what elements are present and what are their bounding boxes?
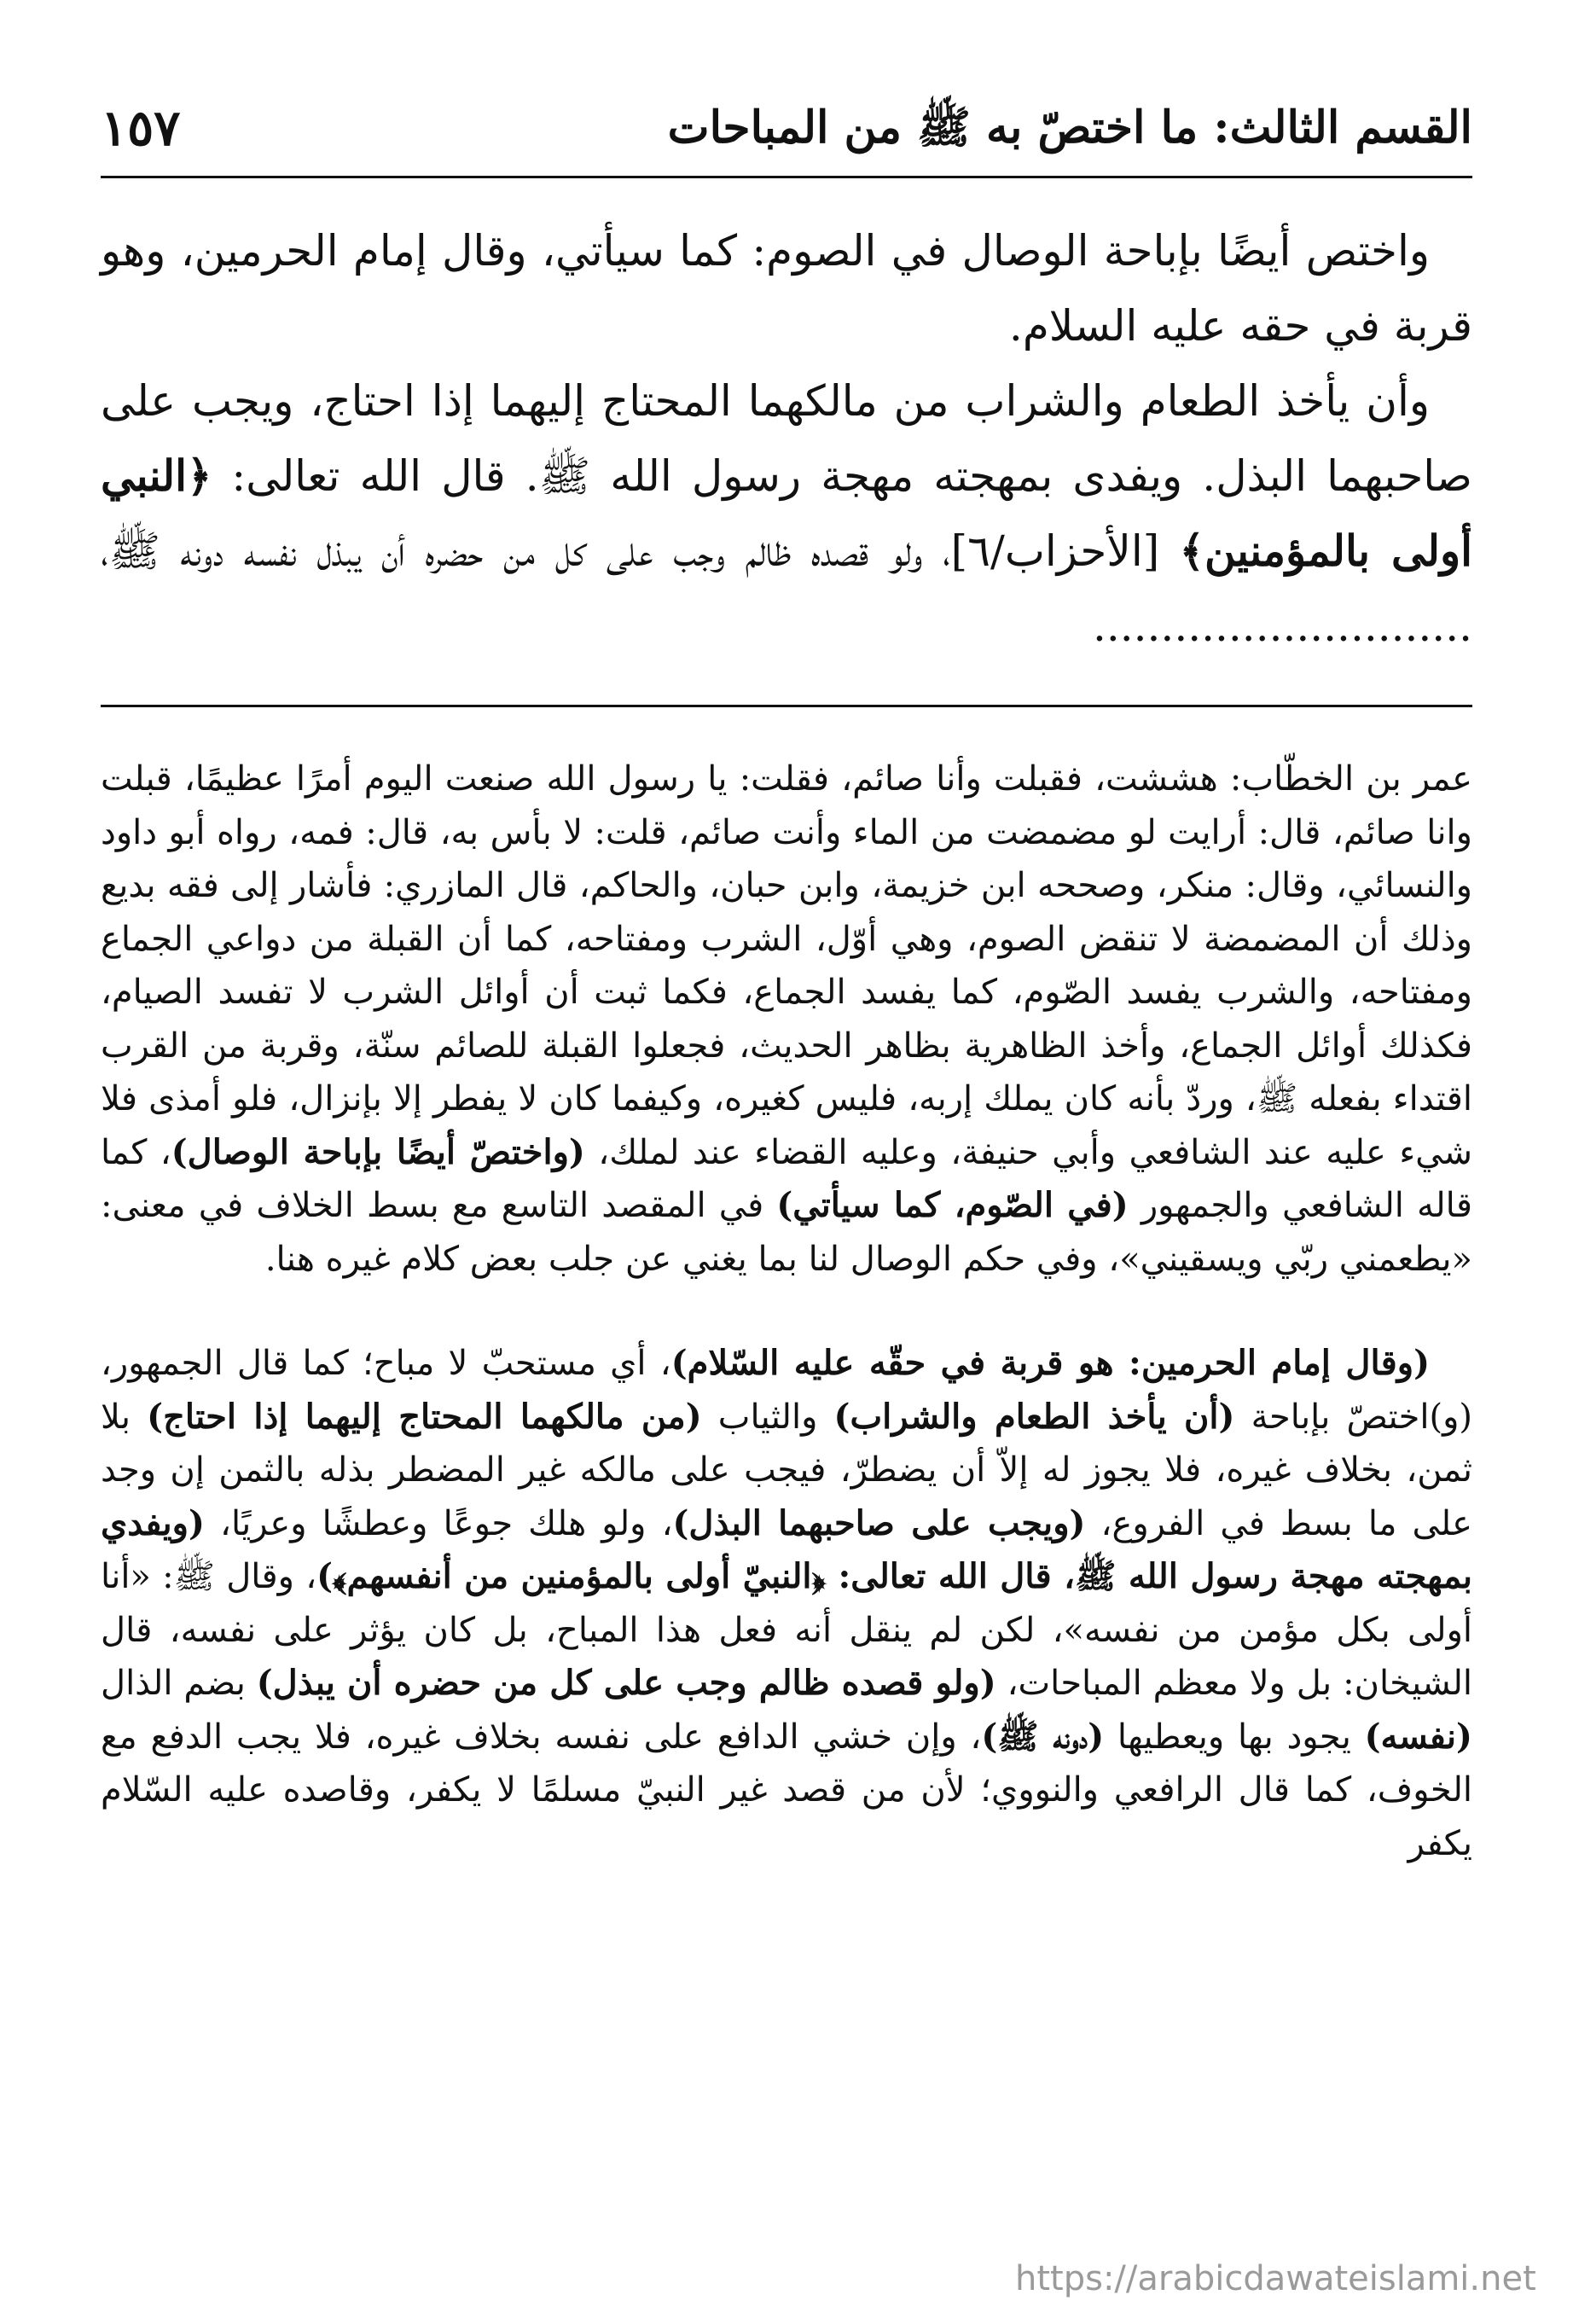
page-header [101,94,1472,175]
commentary-paragraph: (وقال إمام الحرمين: هو قربة في حقّه عليه السّلام)، أي مستحبّ لا مباح؛ كما قال الجمهور، (و)اختصّ بإباحة (أن يأخذ الطعام والشراب) والثياب (من مالكهما المحتاج إليهما إذا احتاج) بلا ثمن، بخلاف غيره، فلا يجوز له إلاّ أن يضطرّ، فيجب على مالكه غير المضطر بذله بالثمن إن وجد على ما بسط في الفروع، (ويجب على صاحبهما البذل)، ولو هلك جوعًا وعطشًا وعريًا، (ويفدي بمهجته مهجة رسول الله ﷺ، قال الله تعالى: ﴿النبيّ أولى بالمؤمنين من أنفسهم﴾)، وقال ﷺ: «أنا أولى بكل مؤمن من نفسه»، لكن لم ينقل أنه فعل هذا المباح، بل كان يؤثر على نفسه، قال الشيخان: بل ولا معظم المباحات، (ولو قصده ظالم وجب على كل من حضره أن يبذل) بضم الذال (نفسه) يجود بها ويعطيها (دونه ﷺ)، وإن خشي الدافع على نفسه بخلاف غيره، فلا يجب الدفع مع الخوف، كما قال الرافعي والنووي؛ لأن من قصد غير النبيّ مسلمًا لا يكفر، وقاصده عليه السّلام يكفر [101,1343,1473,1863]
quoted-matn: (في الصّوم، كما سيأتي) [776,1185,1129,1225]
main-paragraph: وأن يأخذ الطعام والشراب من مالكهما المحتاج إليهما إذا احتاج، ويجب على صاحبهما البذل. ويفدى بمهجته مهجة رسول الله ﷺ. قال الله تعالى: ﴿النبي أولى بالمؤمنين﴾ [الأحزاب/٦]، ولو قصده ظالم وجب على كل من حضره أن يبذل نفسه دونه ﷺ، ............................ [101,376,1472,651]
quoted-matn: (وقال إمام الحرمين: هو قربة في حقّه عليه السّلام) [670,1343,1430,1383]
commentary-text [101,752,1472,1870]
main-text [101,213,1472,664]
page-number: ١٥٧ [101,99,181,157]
quran-quote: ﴿النبي أولى بالمؤمنين﴾ [101,450,1472,576]
quoted-matn: (ولو قصده ظالم وجب على كل من حضره أن يبذل) [256,1663,996,1703]
quoted-matn: (واختصّ أيضًا بإباحة الوصال) [171,1131,585,1172]
quoted-matn: (دونه ﷺ) [981,1716,1105,1757]
chapter-title: القسم الثالث: ما اختصّ به ﷺ من المباحات [667,102,1472,154]
watermark-url: https://arabicdawateislami.net [1015,2259,1536,2298]
header-rule [101,176,1472,178]
quoted-matn: (ويجب على صاحبهما البذل) [672,1502,1086,1543]
section-rule [101,705,1472,707]
quoted-matn: (ويفدي بمهجته مهجة رسول الله ﷺ، قال الله تعالى: ﴿النبيّ أولى بالمؤمنين من أنفسهم﴾) [101,1502,1473,1596]
quoted-matn: (أن يأخذ الطعام والشراب) [833,1396,1235,1437]
commentary-paragraph: عمر بن الخطّاب: هششت، فقبلت وأنا صائم، فقلت: يا رسول الله صنعت اليوم أمرًا عظيمًا، قبلت وانا صائم، قال: أرايت لو مضمضت من الماء وأنت صائم، قلت: لا بأس به، قال: فمه، رواه أبو داود والنسائي، وقال: منكر، وصححه ابن خزيمة، وابن حبان، والحاكم، قال المازري: فأشار إلى فقه بديع وذلك أن المضمضة لا تنقض الصوم، وهي أوّل، الشرب ومفتاحه، كما أن القبلة من دواعي الجماع ومفتاحه، والشرب يفسد الصّوم، كما يفسد الجماع، فكما ثبت أن أوائل الشرب لا تفسد الصيام، فكذلك أوائل الجماع، وأخذ الظاهرية بظاهر الحديث، فجعلوا القبلة للصائم سنّة، وقربة من القرب اقتداء بفعله ﷺ، وردّ بأنه كان يملك إربه، فليس كغيره، وكيفما كان لا يفطر إلا بإنزال، فلو أمذى فلا شيء عليه عند الشافعي وأبي حنيفة، وعليه القضاء عند لملك، (واختصّ أيضًا بإباحة الوصال)، كما قاله الشافعي والجمهور (في الصّوم، كما سيأتي) في المقصد التاسع مع بسط الخلاف في معنى: «يطعمني ربّي ويسقيني»، وفي حكم الوصال لنا بما يغني عن جلب بعض كلام غيره هنا. [101,759,1472,1279]
continuation-dots: ............................ [1092,601,1472,651]
quoted-matn: (نفسه) [1364,1716,1472,1757]
main-paragraph: واختص أيضًا بإباحة الوصال في الصوم: كما سيأتي، وقال إمام الحرمين، وهو قربة في حقه عليه السلام. [101,226,1472,351]
quoted-matn: (من مالكهما المحتاج إليهما إذا احتاج) [147,1396,702,1437]
